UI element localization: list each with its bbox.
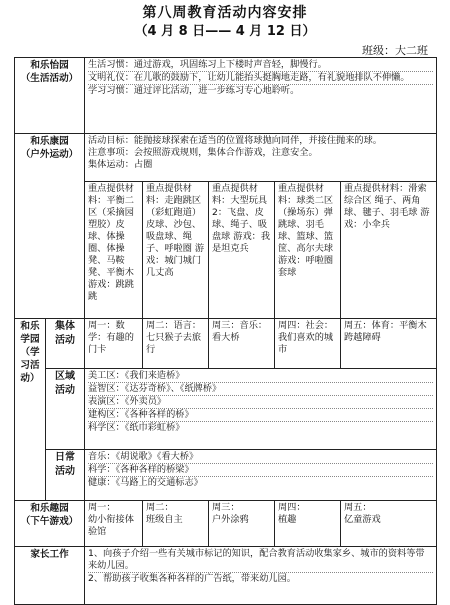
jiti-day: 周一：数学：有趣的门卡 [85,319,143,369]
hekang-label: 和乐康园 （户外运动） [15,134,85,319]
heyi-label: 和乐怡园 （生活活动） [15,58,85,134]
heyi-line: 文明礼仪：在儿歌的鼓励下，让幼儿能抬头挺胸地走路，有礼貌地排队不伸懒。 [88,72,433,85]
quyu-content [85,369,437,450]
richang-content [85,450,437,501]
hequ-day: 周三： 户外涂鸦 [209,501,275,547]
hequ-label: 和乐趣园 （下午游戏） [15,501,85,547]
jiti-day: 周四：社会：我们喜欢的城市 [275,319,341,369]
quyu-line: 美工区：《我们来造桥》 [88,370,433,383]
richang-line: 科学：《各种各样的桥梁》 [88,464,433,477]
schedule-table [14,57,437,605]
class-info [362,42,428,58]
jiazhang-content [85,547,437,605]
hekang-point: 重点提供材料：平衡二区（采摘园塑胶）皮球、体操圈、体操凳、马鞍凳、平衡木 游戏：跳跳跳 [85,182,143,319]
hekang-point: 重点提供材料：走跑跳区（彩虹跑道）皮球、沙包、吸盘球、绳子、呼啦圈 游戏：城门城门几丈高 [143,182,209,319]
richang-line: 健康：《马路上的交通标志》 [88,477,203,488]
row-hekang-intro [15,134,437,182]
quyu-label: 区域 活动 [46,369,85,450]
jiazhang-label: 家长工作 [15,547,85,605]
hekang-point: 重点提供材料：滑索综合区 绳子、两角球、毽子、羽毛球 游戏：小伞兵 [341,182,437,319]
hekang-intro-line: 集体运动：占圈 [88,159,153,170]
quyu-line: 科学区：《纸巾彩虹桥》 [88,422,185,433]
class-label: 班级： [362,44,395,57]
jiti-label: 集体 活动 [46,319,85,369]
heyi-line: 生活习惯：通过游戏，巩固练习上下楼时声音轻，脚慢行。 [88,59,433,72]
jiazhang-line: 2、帮助孩子收集各种各样的广告纸，带来幼儿园。 [88,573,296,584]
row-jiti [15,319,437,369]
hequ-day: 周一： 幼小衔接体验馆 [85,501,143,547]
row-jiazhang [15,547,437,605]
jiti-day: 周五：体育：平衡木跨越障碍 [341,319,437,369]
hekang-intro-line: 注意事项：会按照游戏规则，集体合作游戏，注意安全。 [88,147,318,158]
jiti-day: 周三：音乐：看大桥 [209,319,275,369]
quyu-line: 表演区：《外卖员》 [88,396,433,409]
hekang-point: 重点提供材料：大型玩具2：飞盘、皮球、绳子、吸盘球 游戏：我是坦克兵 [209,182,275,319]
page-title: 第八周教育活动内容安排 [142,5,308,21]
row-hequ [15,501,437,547]
hexue-label: 和乐 学园 （学 习活 动） [15,319,46,501]
richang-line: 音乐：《胡说歌》《看大桥》 [88,451,433,464]
richang-label: 日常 活动 [46,450,85,501]
jiazhang-line: 1、向孩子介绍一些有关城市标记的知识，配合教育活动收集家乡、城市的资料等带来幼儿园。 [88,548,433,573]
hequ-day: 周四： 植趣 [275,501,341,547]
quyu-line: 建构区：《各种各样的桥》 [88,409,433,422]
hekang-point: 重点提供材料：球类二区（操场东）弹跳球、羽毛球、篮球、篮筐、高尔夫球 游戏：呼啦圈套球 [275,182,341,319]
heyi-line: 学习习惯：通过评比活动，进一步练习专心地聆听。 [88,85,300,96]
row-richang [15,450,437,501]
class-value: 大二班 [395,44,428,57]
hequ-day: 周五： 亿童游戏 [341,501,437,547]
hequ-day: 周二： 班级自主 [143,501,209,547]
row-heyi [15,58,437,134]
row-quyu [15,369,437,450]
date-range: （4 月 8 日—— 4 月 12 日） [134,24,316,39]
jiti-day: 周二：语言：七只猴子去旅行 [143,319,209,369]
hekang-intro-line: 活动目标：能抛接球探索在适当的位置将球抛向同伴，并接住抛来的球。 [88,135,382,146]
quyu-line: 益智区：《达芬奇桥》、《纸牌桥》 [88,383,433,396]
heyi-content [85,58,437,134]
hekang-intro [85,134,437,182]
